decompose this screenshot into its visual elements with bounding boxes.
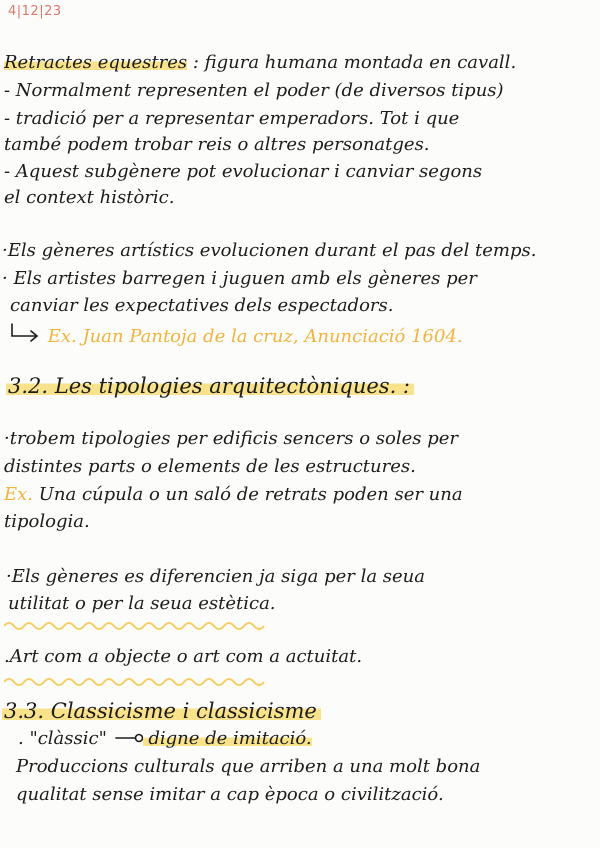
section-3-2-line-3 — [4, 484, 463, 506]
section-3-2-line-3-rest: Una cúpula o un saló de retrats poden ser una — [33, 484, 463, 505]
section-3-2-line-2: distintes parts o elements de les estructures. — [4, 456, 416, 477]
definition-digne-imitacio: digne de imitació. — [142, 728, 312, 749]
term-classic: . "clàssic" — [18, 728, 107, 749]
arrow-right-icon — [113, 730, 143, 744]
page-date: 4|12|23 — [8, 4, 62, 19]
generes-line-3: canviar les expectatives dels espectadors. — [10, 295, 394, 316]
generes-line-1: ·Els gèneres artístics evolucionen durant el pas del temps. — [2, 240, 537, 261]
intro-line-6: el context històric. — [4, 187, 175, 208]
intro-line-2: - Normalment representen el poder (de diversos tipus) — [4, 80, 504, 101]
section-3-3-heading — [2, 697, 321, 725]
intro-line-1-rest: : figura humana montada en cavall. — [187, 52, 517, 73]
section-3-3-title: 3.3. Classicisme i classicisme — [2, 699, 321, 723]
art-line: .Art com a objecte o art com a actuitat. — [4, 646, 363, 667]
term-retractes-equestres: Retractes equestres — [4, 52, 188, 73]
generes-example-line — [8, 322, 463, 348]
section-3-2-heading — [6, 372, 414, 400]
generes-line-2: · Els artistes barregen i juguen amb els gèneres per — [2, 268, 477, 289]
section-3-2-line-6: utilitat o per la seua estètica. — [8, 593, 276, 614]
intro-line-5: - Aquest subgènere pot evolucionar i canviar segons — [4, 161, 483, 182]
wavy-divider-2 — [4, 675, 274, 689]
generes-example-text: Ex. Juan Pantoja de la cruz, Anunciació 1604. — [47, 326, 463, 347]
section-3-2-line-1: ·trobem tipologies per edificis sencers o soles per — [4, 428, 458, 449]
section-3-2-line-4: tipologia. — [4, 511, 90, 532]
arrow-right-icon — [8, 322, 42, 342]
section-3-3-line-2: Produccions culturals que arriben a una molt bona — [16, 756, 481, 777]
intro-line-4: també podem trobar reis o altres personatges. — [4, 134, 430, 155]
wavy-divider-1 — [4, 619, 274, 633]
intro-line-1 — [4, 52, 516, 74]
section-3-2-title: 3.2. Les tipologies arquitectòniques. : — [6, 374, 414, 398]
section-3-2-example-label: Ex. — [4, 484, 34, 505]
section-3-3-line-1 — [18, 728, 312, 750]
section-3-3-line-3: qualitat sense imitar a cap època o civilització. — [16, 784, 444, 805]
section-3-2-line-5: ·Els gèneres es diferencien ja siga per la seua — [6, 566, 426, 587]
intro-line-3: - tradició per a representar emperadors. Tot i que — [4, 108, 460, 129]
